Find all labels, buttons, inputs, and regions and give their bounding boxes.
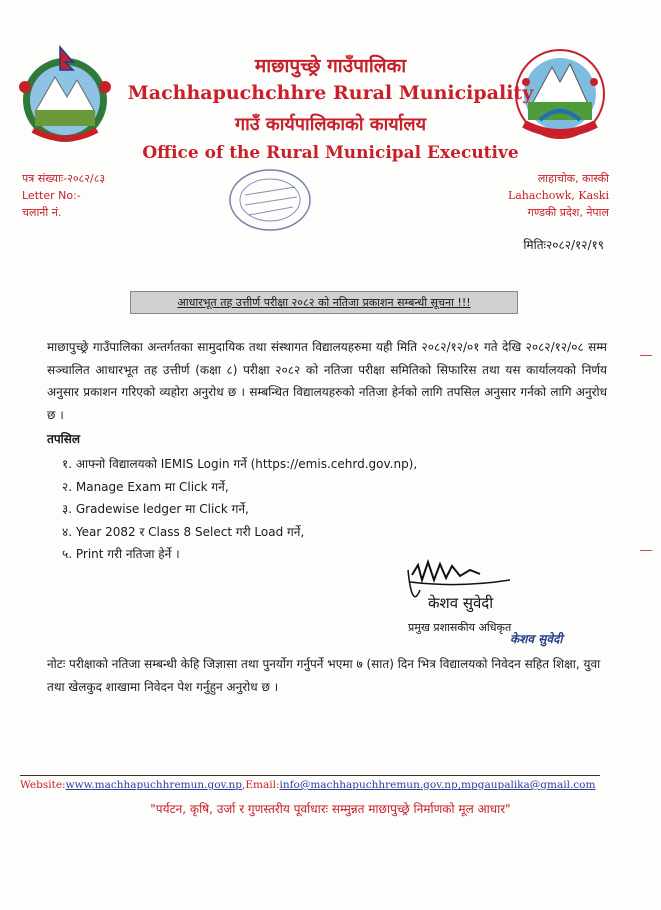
office-nepali: गाउँ कार्यपालिकाको कार्यालय [234, 114, 427, 135]
email-link[interactable]: info@machhapuchhremun.gov.np [279, 779, 458, 791]
footer-contacts [20, 779, 595, 791]
title-nepali: माछापुच्छ्रे गाउँपालिका [254, 55, 407, 77]
place-english: Lahachowk, Kaski [507, 189, 609, 202]
signature-name: केशव सुवेदी [428, 594, 494, 612]
list-item: ५. Print गरी नतिजा हेर्ने । [62, 547, 180, 561]
list-item: २. Manage Exam मा Click गर्ने, [62, 479, 229, 494]
margin-mark [640, 550, 652, 551]
letter-meta-left [22, 170, 105, 221]
list-item: ४. Year 2082 र Class 8 Select गरी Load गर्ने, [62, 524, 305, 539]
province: गण्डकी प्रदेश, नेपाल [527, 206, 609, 219]
title-english: Machhapuchchhre Rural Municipality [127, 82, 534, 104]
note-paragraph: नोटः परीक्षाको नतिजा सम्बन्धी केहि जिज्ञासा तथा पुनर्योग गर्नुपर्ने भएमा ७ (सात) दिन भित्र विद्यालयको निवेदन सहित शिक्षा, युवा तथा खेलकुद शाखामा निवेदन पेश गर्नुहुन अनुरोध छ । [47, 657, 601, 694]
office-round-stamp [215, 165, 330, 235]
steps-list [62, 453, 417, 566]
letter-no: Letter No:- [22, 189, 81, 202]
place-nepali: लाहाचोक, कास्की [537, 172, 609, 185]
list-item: ३. Gradewise ledger मा Click गर्ने, [62, 502, 249, 516]
officer-title: प्रमुख प्रशासकीय अधिकृत [408, 621, 512, 634]
footer-divider [20, 775, 600, 776]
website-label: Website: [20, 779, 66, 791]
body-paragraph: माछापुच्छ्रे गाउँपालिका अन्तर्गतका सामुदायिक तथा संस्थागत विद्यालयहरुमा यही मिति २०८२/१२/०१ गते देखि २०८२/१२/०८ सम्म सञ्चालित आधारभूत तह उत्तीर्ण (कक्षा ८) परीक्षा २०८२ को नतिजा परीक्षा समितिको सिफारिस तथा यस कार्यालयको निर्णय अनुसार प्रकाशन गरिएको व्यहोरा अनुरोध छ । सम्बन्धित विद्यालयहरुको नतिजा हेर्नको लागि तपसिल अनुसार गर्नको लागि अनुरोध छ । [47, 340, 607, 422]
handwritten-signature [400, 540, 600, 660]
office-english: Office of the Rural Municipal Executive [142, 143, 519, 163]
tapasil-label: तपसिल [47, 432, 81, 446]
stamp-name: केशव सुवेदी [510, 632, 563, 646]
email-label: ,Email: [242, 779, 280, 791]
website-link[interactable]: www.machhapuchhremun.gov.np [65, 779, 243, 791]
footer-tagline: "पर्यटन, कृषि, उर्जा र गुणस्तरीय पूर्वाधारः सम्मुन्नत माछापुच्छ्रे निर्माणको मूल आधार" [150, 802, 511, 816]
margin-mark [640, 355, 652, 356]
list-item: १. आफ्नो विद्यालयको IEMIS Login गर्ने (https://emis.cehrd.gov.np), [62, 457, 418, 471]
address-block [508, 170, 609, 221]
chalani-no: चलानी नं. [22, 206, 62, 219]
notice-subject: आधारभूत तह उत्तीर्ण परीक्षा २०८२ को नतिजा प्रकाशन सम्बन्धी सूचना !!! [130, 291, 518, 314]
email-link-2[interactable]: ,mpgaupalika@gmail.com [457, 779, 596, 791]
letter-date: मितिः२०८२/१२/१९ [523, 238, 604, 252]
patra-sankhya: पत्र संख्याः-२०८२/८३ [22, 172, 106, 185]
